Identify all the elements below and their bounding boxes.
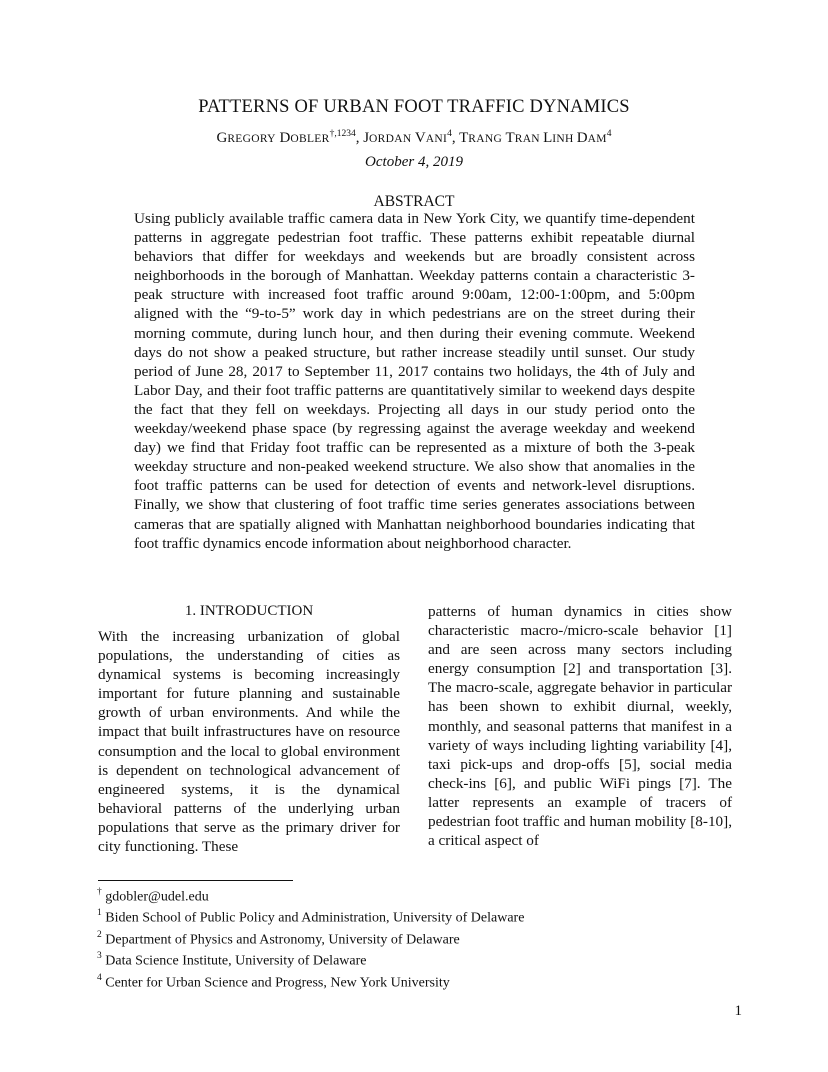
introduction-right-column: patterns of human dynamics in cities show characteristic macro-/micro-scale behavior [1] and are seen across many sectors including energy consumption [2] and transportation [3]. The macro-scale, aggregate behavior in particular has been shown to exhibit diurnal, weekly, monthly, and seasonal patterns that manifest in a variety of ways including lighting variability [4], taxi pick-ups and drop-offs [5], social media check-ins [6], and public WiFi pings [7]. The latter represents an example of tracers of pedestrian foot traffic and human mobility [8-10], a critical aspect of xyxy=(428,603,732,850)
author-line: GREGORY $DOBLER^{\dagger,1234}$, JORDAN VANI$^4$, TRANG TRAN LINH DAM$^4$ xyxy=(216,129,612,146)
footnotes xyxy=(97,885,737,992)
introduction-left-column: With the increasing urbanization of global populations, the understanding of cities as dynamical systems is becoming increasingly important for future planning and sustainable growth of urban environments. And while the impact that built infrastructures have on resource consumption and the local to global environment is dependent on technological advancement of engineered systems, it is the dynamical behavioral patterns of the underlying urban populations that serve as the primary driver for city functioning. These xyxy=(98,628,400,856)
author-gregory-dobler: GREGORY $DOBLER^{\dagger,1234}$ xyxy=(216,129,356,146)
footnote-affiliation-1: $^1$ Biden School of Public Policy and Administration, University of Delaware xyxy=(97,908,525,927)
footnote-email: † gdobler@udel.edu xyxy=(97,887,209,905)
page-number: 1 xyxy=(734,1003,742,1019)
footnote-affiliation-4: $^4$ Center for Urban Science and Progress, New York University xyxy=(97,972,450,991)
publication-date: October 4, 2019 xyxy=(365,154,463,170)
footnote-divider xyxy=(98,880,293,881)
author-affiliation-marks: 4 xyxy=(447,129,452,139)
paper-title: PATTERNS OF URBAN FOOT TRAFFIC DYNAMICS xyxy=(198,97,630,117)
author-trang-tran-linh-dam: TRANG TRAN LINH DAM$^4$ xyxy=(459,129,612,146)
footnote-affiliation-3: $^3$ Data Science Institute, University of Delaware xyxy=(97,951,367,970)
author-affiliation-marks: 4 xyxy=(606,129,612,139)
author-affiliation-marks: †,1234 xyxy=(329,129,356,139)
author-jordan-vani: JORDAN VANI$^4$ xyxy=(363,129,452,146)
footnote-affiliation-2: $^2$ Department of Physics and Astronomy, University of Delaware xyxy=(97,929,460,948)
section-heading-introduction: 1. INTRODUCTION xyxy=(184,603,314,619)
abstract-heading: ABSTRACT xyxy=(373,193,455,210)
abstract-body: Using publicly available traffic camera data in New York City, we quantify time-dependent patterns in aggregate pedestrian foot traffic. These patterns exhibit repeatable diurnal behaviors that differ for weekdays and weekends but are broadly consistent across neighborhoods in the borough of Manhattan. Weekday patterns contain a characteristic 3-peak structure with increased foot traffic around 9:00am, 12:00-1:00pm, and 5:00pm aligned with the “9-to-5” work day in which pedestrians are on the street during their morning commute, during lunch hour, and then during their evening commute. Weekend days do not show a peaked structure, but rather increase steadily until sunset. Our study period of June 28, 2017 to September 11, 2017 contains two holidays, the 4th of July and Labor Day, and their foot traffic patterns are quantitatively similar to weekend days despite the fact that they fell on weekdays. Projecting all days in our study period onto the weekday/weekend phase space (by regressing against the average weekday and weekend day) we find that Friday foot traffic can be represented as a mixture of both the 3-peak weekday structure and non-peaked weekend structure. We also show that anomalies in the foot traffic patterns can be used for detection of events and network-level disruptions. Finally, we show that clustering of foot traffic time series generates associations between cameras that are spatially aligned with Manhattan neighborhood boundaries indicating that foot traffic dynamics encode information about neighborhood character. xyxy=(134,210,695,552)
